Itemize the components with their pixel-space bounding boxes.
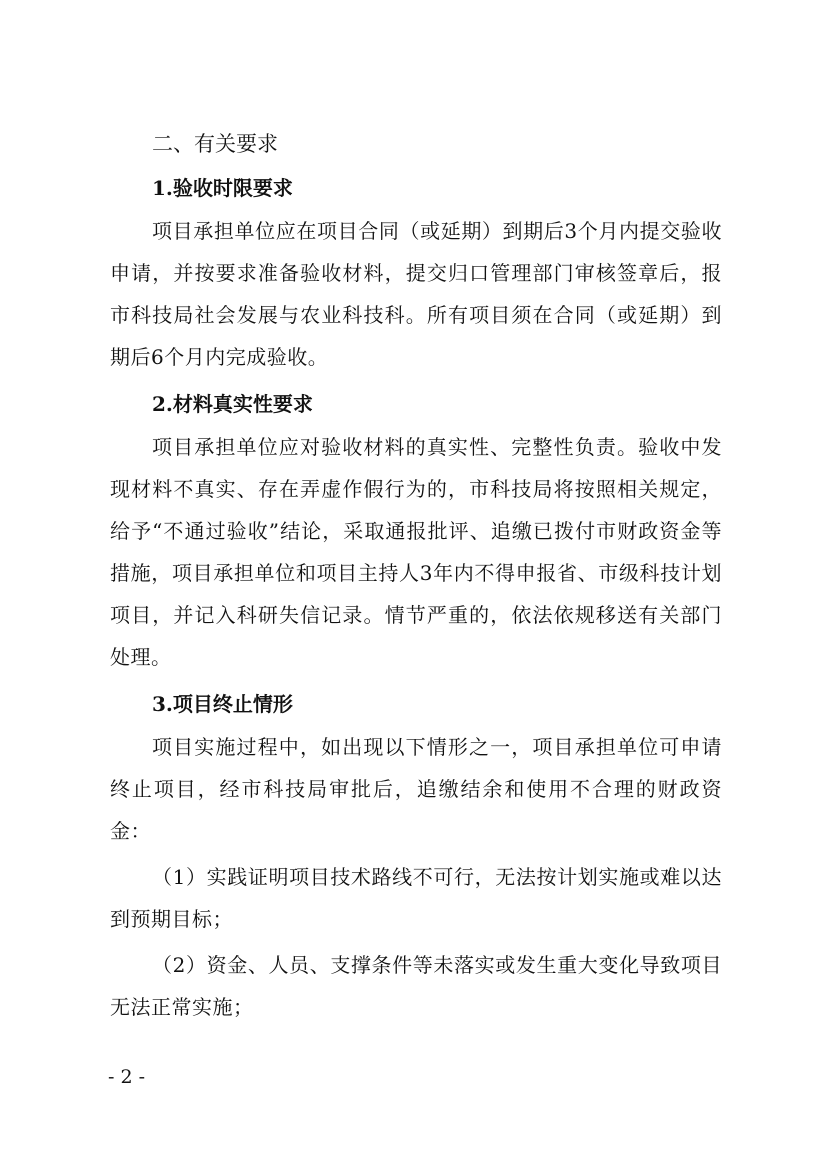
document-body [110, 122, 722, 1032]
paragraph-authenticity: 项目承担单位应对验收材料的真实性、完整性负责。验收中发现材料不真实、存在弄虚作假行为的，市科技局将按照相关规定，给予“不通过验收”结论，采取通报批评、追缴已拨付市财政资金等措施，项目承担单位和项目主持人3年内不得申报省、市级科技计划项目，并记入科研失信记录。情节严重的，依法依规移送有关部门处理。 [110, 435, 722, 669]
paragraph-termination-intro: 项目实施过程中，如出现以下情形之一，项目承担单位可申请终止项目，经市科技局审批后，追缴结余和使用不合理的财政资金： [110, 735, 722, 843]
paragraph-termination-case-2: （2）资金、人员、支撑条件等未落实或发生重大变化导致项目无法正常实施； [110, 953, 722, 1019]
item-heading-authenticity: 2.材料真实性要求 [152, 392, 313, 416]
page-number: - 2 - [108, 1066, 146, 1088]
item-heading-time-limit: 1.验收时限要求 [152, 176, 293, 200]
item-heading-termination: 3.项目终止情形 [152, 692, 293, 716]
section-title: 二、有关要求 [152, 132, 278, 156]
paragraph-termination-case-1: （1）实践证明项目技术路线不可行，无法按计划实施或难以达到预期目标； [110, 865, 722, 931]
paragraph-time-limit: 项目承担单位应在项目合同（或延期）到期后3个月内提交验收申请，并按要求准备验收材料，提交归口管理部门审核签章后，报市科技局社会发展与农业科技科。所有项目须在合同（或延期）到期后6个月内完成验收。 [110, 219, 722, 369]
